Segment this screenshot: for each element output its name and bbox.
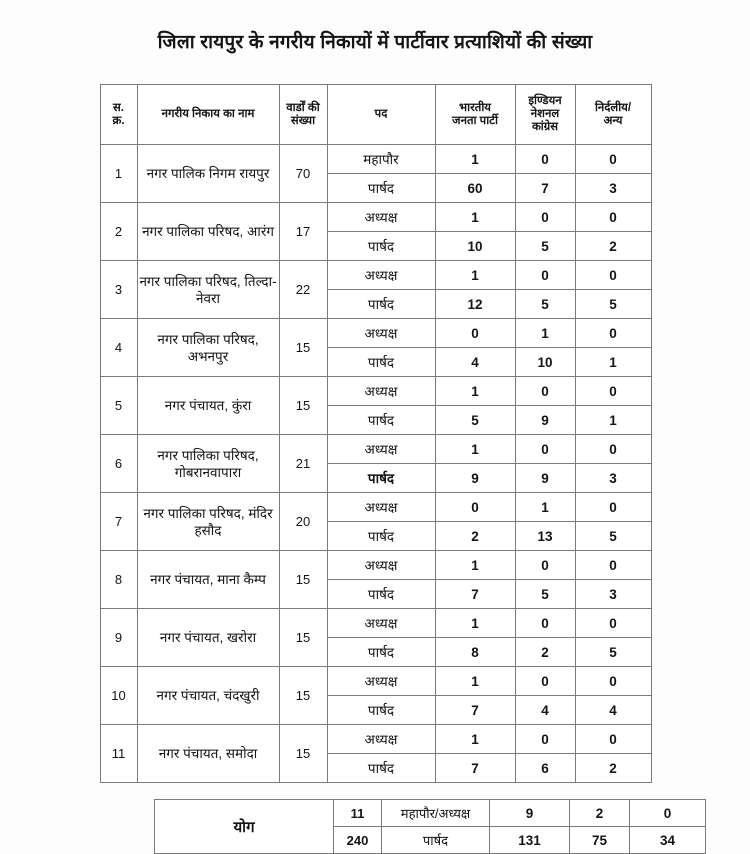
cell-count-other: 5 — [575, 290, 651, 319]
cell-count-bjp: 8 — [435, 638, 515, 667]
cell-ward-count: 15 — [279, 609, 327, 667]
cell-serial-number: 7 — [100, 493, 137, 551]
cell-post: अध्यक्ष — [327, 667, 435, 696]
candidates-table — [100, 84, 652, 783]
table-row — [100, 261, 651, 290]
cell-count-other: 0 — [575, 667, 651, 696]
cell-count-other: 0 — [575, 319, 651, 348]
cell-count-inc: 5 — [515, 580, 575, 609]
cell-post: पार्षद — [327, 406, 435, 435]
table-row — [100, 493, 651, 522]
cell-count-bjp: 1 — [435, 203, 515, 232]
cell-count-other: 0 — [575, 493, 651, 522]
cell-count-bjp: 1 — [435, 609, 515, 638]
column-header-other — [575, 85, 651, 145]
cell-count-bjp: 9 — [435, 464, 515, 493]
totals-post: महापौर/अध्यक्ष — [382, 800, 490, 827]
cell-ward-count: 15 — [279, 667, 327, 725]
cell-ward-count: 22 — [279, 261, 327, 319]
cell-ward-count: 15 — [279, 377, 327, 435]
cell-count-inc: 0 — [515, 261, 575, 290]
cell-count-other: 2 — [575, 754, 651, 783]
totals-count-other: 0 — [630, 800, 706, 827]
wards-header-line1: वार्डों की — [286, 101, 320, 114]
cell-ward-count: 15 — [279, 551, 327, 609]
inc-header-line3: कांग्रेस — [531, 121, 559, 133]
totals-count-other: 34 — [630, 827, 706, 854]
cell-count-inc: 5 — [515, 290, 575, 319]
cell-count-bjp: 1 — [435, 377, 515, 406]
cell-count-other: 4 — [575, 696, 651, 725]
cell-body-name: नगर पालिक निगम रायपुर — [137, 145, 279, 203]
inc-header-line1: इण्डियन — [528, 95, 562, 107]
cell-count-inc: 2 — [515, 638, 575, 667]
column-header-inc — [515, 85, 575, 145]
cell-count-other: 3 — [575, 464, 651, 493]
totals-ward-count: 240 — [334, 827, 382, 854]
table-row — [100, 609, 651, 638]
bjp-header-line1: भारतीय — [459, 101, 491, 114]
table-row — [100, 377, 651, 406]
cell-ward-count: 20 — [279, 493, 327, 551]
cell-post: अध्यक्ष — [327, 725, 435, 754]
cell-count-bjp: 1 — [435, 261, 515, 290]
cell-count-inc: 0 — [515, 435, 575, 464]
cell-post: पार्षद — [327, 464, 435, 493]
cell-post: पार्षद — [327, 754, 435, 783]
cell-serial-number: 2 — [100, 203, 137, 261]
cell-body-name: नगर पालिका परिषद, तिल्दा-नेवरा — [137, 261, 279, 319]
cell-ward-count: 15 — [279, 725, 327, 783]
cell-count-inc: 5 — [515, 232, 575, 261]
cell-post: पार्षद — [327, 580, 435, 609]
cell-count-bjp: 7 — [435, 696, 515, 725]
cell-count-bjp: 7 — [435, 754, 515, 783]
cell-count-inc: 0 — [515, 551, 575, 580]
totals-table-container — [154, 799, 676, 854]
totals-count-inc: 75 — [570, 827, 630, 854]
totals-row — [155, 800, 706, 827]
cell-count-inc: 1 — [515, 493, 575, 522]
cell-serial-number: 11 — [100, 725, 137, 783]
wards-header-line2: संख्या — [290, 114, 316, 127]
cell-count-other: 0 — [575, 725, 651, 754]
cell-count-inc: 0 — [515, 725, 575, 754]
table-row — [100, 667, 651, 696]
cell-post: अध्यक्ष — [327, 203, 435, 232]
table-header-row — [100, 85, 651, 145]
cell-count-other: 5 — [575, 638, 651, 667]
cell-post: पार्षद — [327, 522, 435, 551]
cell-count-other: 0 — [575, 145, 651, 174]
cell-serial-number: 1 — [100, 145, 137, 203]
totals-count-bjp: 131 — [490, 827, 570, 854]
cell-count-other: 3 — [575, 174, 651, 203]
cell-post: पार्षद — [327, 174, 435, 203]
cell-post: पार्षद — [327, 348, 435, 377]
table-header — [100, 85, 651, 145]
cell-post: अध्यक्ष — [327, 377, 435, 406]
cell-count-bjp: 1 — [435, 725, 515, 754]
totals-count-bjp: 9 — [490, 800, 570, 827]
cell-count-other: 0 — [575, 609, 651, 638]
cell-ward-count: 15 — [279, 319, 327, 377]
cell-body-name: नगर पालिका परिषद, आरंग — [137, 203, 279, 261]
cell-post: अध्यक्ष — [327, 319, 435, 348]
cell-count-inc: 10 — [515, 348, 575, 377]
table-body — [100, 145, 651, 783]
cell-post: अध्यक्ष — [327, 493, 435, 522]
cell-count-bjp: 1 — [435, 145, 515, 174]
cell-count-inc: 4 — [515, 696, 575, 725]
cell-count-bjp: 60 — [435, 174, 515, 203]
table-row — [100, 203, 651, 232]
totals-count-inc: 2 — [570, 800, 630, 827]
cell-post: अध्यक्ष — [327, 261, 435, 290]
cell-count-bjp: 0 — [435, 493, 515, 522]
column-header-wards — [279, 85, 327, 145]
bjp-header-line2: जनता पार्टी — [452, 114, 498, 127]
table-row — [100, 725, 651, 754]
cell-count-bjp: 10 — [435, 232, 515, 261]
totals-ward-count: 11 — [334, 800, 382, 827]
totals-table — [154, 799, 706, 854]
cell-count-inc: 13 — [515, 522, 575, 551]
cell-count-bjp: 1 — [435, 667, 515, 696]
serial-header-line1: स. — [113, 101, 124, 114]
table-row — [100, 551, 651, 580]
column-header-bjp — [435, 85, 515, 145]
cell-count-bjp: 1 — [435, 551, 515, 580]
cell-ward-count: 70 — [279, 145, 327, 203]
cell-post: महापौर — [327, 145, 435, 174]
cell-count-other: 3 — [575, 580, 651, 609]
cell-post: अध्यक्ष — [327, 435, 435, 464]
cell-ward-count: 21 — [279, 435, 327, 493]
cell-serial-number: 4 — [100, 319, 137, 377]
other-header-line2: अन्य — [603, 114, 623, 127]
cell-body-name: नगर पंचायत, कुंरा — [137, 377, 279, 435]
cell-count-other: 1 — [575, 406, 651, 435]
cell-count-inc: 0 — [515, 377, 575, 406]
totals-label: योग — [155, 800, 334, 854]
cell-serial-number: 3 — [100, 261, 137, 319]
column-header-body-name: नगरीय निकाय का नाम — [137, 85, 279, 145]
cell-ward-count: 17 — [279, 203, 327, 261]
cell-count-other: 0 — [575, 261, 651, 290]
cell-count-bjp: 0 — [435, 319, 515, 348]
cell-count-other: 1 — [575, 348, 651, 377]
cell-count-inc: 9 — [515, 464, 575, 493]
table-row — [100, 319, 651, 348]
cell-count-bjp: 5 — [435, 406, 515, 435]
cell-post: अध्यक्ष — [327, 551, 435, 580]
cell-body-name: नगर पालिका परिषद, अभनपुर — [137, 319, 279, 377]
cell-body-name: नगर पंचायत, माना कैम्प — [137, 551, 279, 609]
cell-body-name: नगर पालिका परिषद, मंदिर हसौद — [137, 493, 279, 551]
cell-serial-number: 9 — [100, 609, 137, 667]
other-header-line1: निर्दलीय/ — [594, 101, 632, 114]
cell-post: अध्यक्ष — [327, 609, 435, 638]
cell-count-bjp: 7 — [435, 580, 515, 609]
cell-post: पार्षद — [327, 638, 435, 667]
cell-count-bjp: 1 — [435, 435, 515, 464]
cell-count-inc: 0 — [515, 203, 575, 232]
cell-count-inc: 7 — [515, 174, 575, 203]
cell-body-name: नगर पंचायत, खरोरा — [137, 609, 279, 667]
cell-count-other: 5 — [575, 522, 651, 551]
cell-count-bjp: 4 — [435, 348, 515, 377]
cell-post: पार्षद — [327, 696, 435, 725]
cell-count-other: 0 — [575, 435, 651, 464]
cell-body-name: नगर पंचायत, चंदखुरी — [137, 667, 279, 725]
cell-count-bjp: 12 — [435, 290, 515, 319]
cell-body-name: नगर पालिका परिषद, गोबरानवापारा — [137, 435, 279, 493]
totals-table-body — [155, 800, 706, 854]
cell-serial-number: 10 — [100, 667, 137, 725]
cell-post: पार्षद — [327, 290, 435, 319]
cell-serial-number: 5 — [100, 377, 137, 435]
cell-count-inc: 1 — [515, 319, 575, 348]
cell-count-other: 2 — [575, 232, 651, 261]
main-table-container — [100, 84, 651, 783]
cell-body-name: नगर पंचायत, समोदा — [137, 725, 279, 783]
cell-count-inc: 0 — [515, 145, 575, 174]
totals-post: पार्षद — [382, 827, 490, 854]
cell-count-other: 0 — [575, 377, 651, 406]
serial-header-line2: क्र. — [112, 114, 125, 127]
cell-count-other: 0 — [575, 203, 651, 232]
cell-serial-number: 6 — [100, 435, 137, 493]
cell-count-inc: 0 — [515, 667, 575, 696]
cell-count-bjp: 2 — [435, 522, 515, 551]
page-title: जिला रायपुर के नगरीय निकायों में पार्टीवार प्रत्याशियों की संख्या — [157, 32, 593, 53]
table-row — [100, 145, 651, 174]
cell-count-inc: 6 — [515, 754, 575, 783]
column-header-serial — [100, 85, 137, 145]
inc-header-line2: नेशनल — [530, 108, 560, 120]
cell-post: पार्षद — [327, 232, 435, 261]
column-header-post: पद — [327, 85, 435, 145]
cell-count-inc: 0 — [515, 609, 575, 638]
table-row — [100, 435, 651, 464]
cell-count-inc: 9 — [515, 406, 575, 435]
cell-serial-number: 8 — [100, 551, 137, 609]
cell-count-other: 0 — [575, 551, 651, 580]
